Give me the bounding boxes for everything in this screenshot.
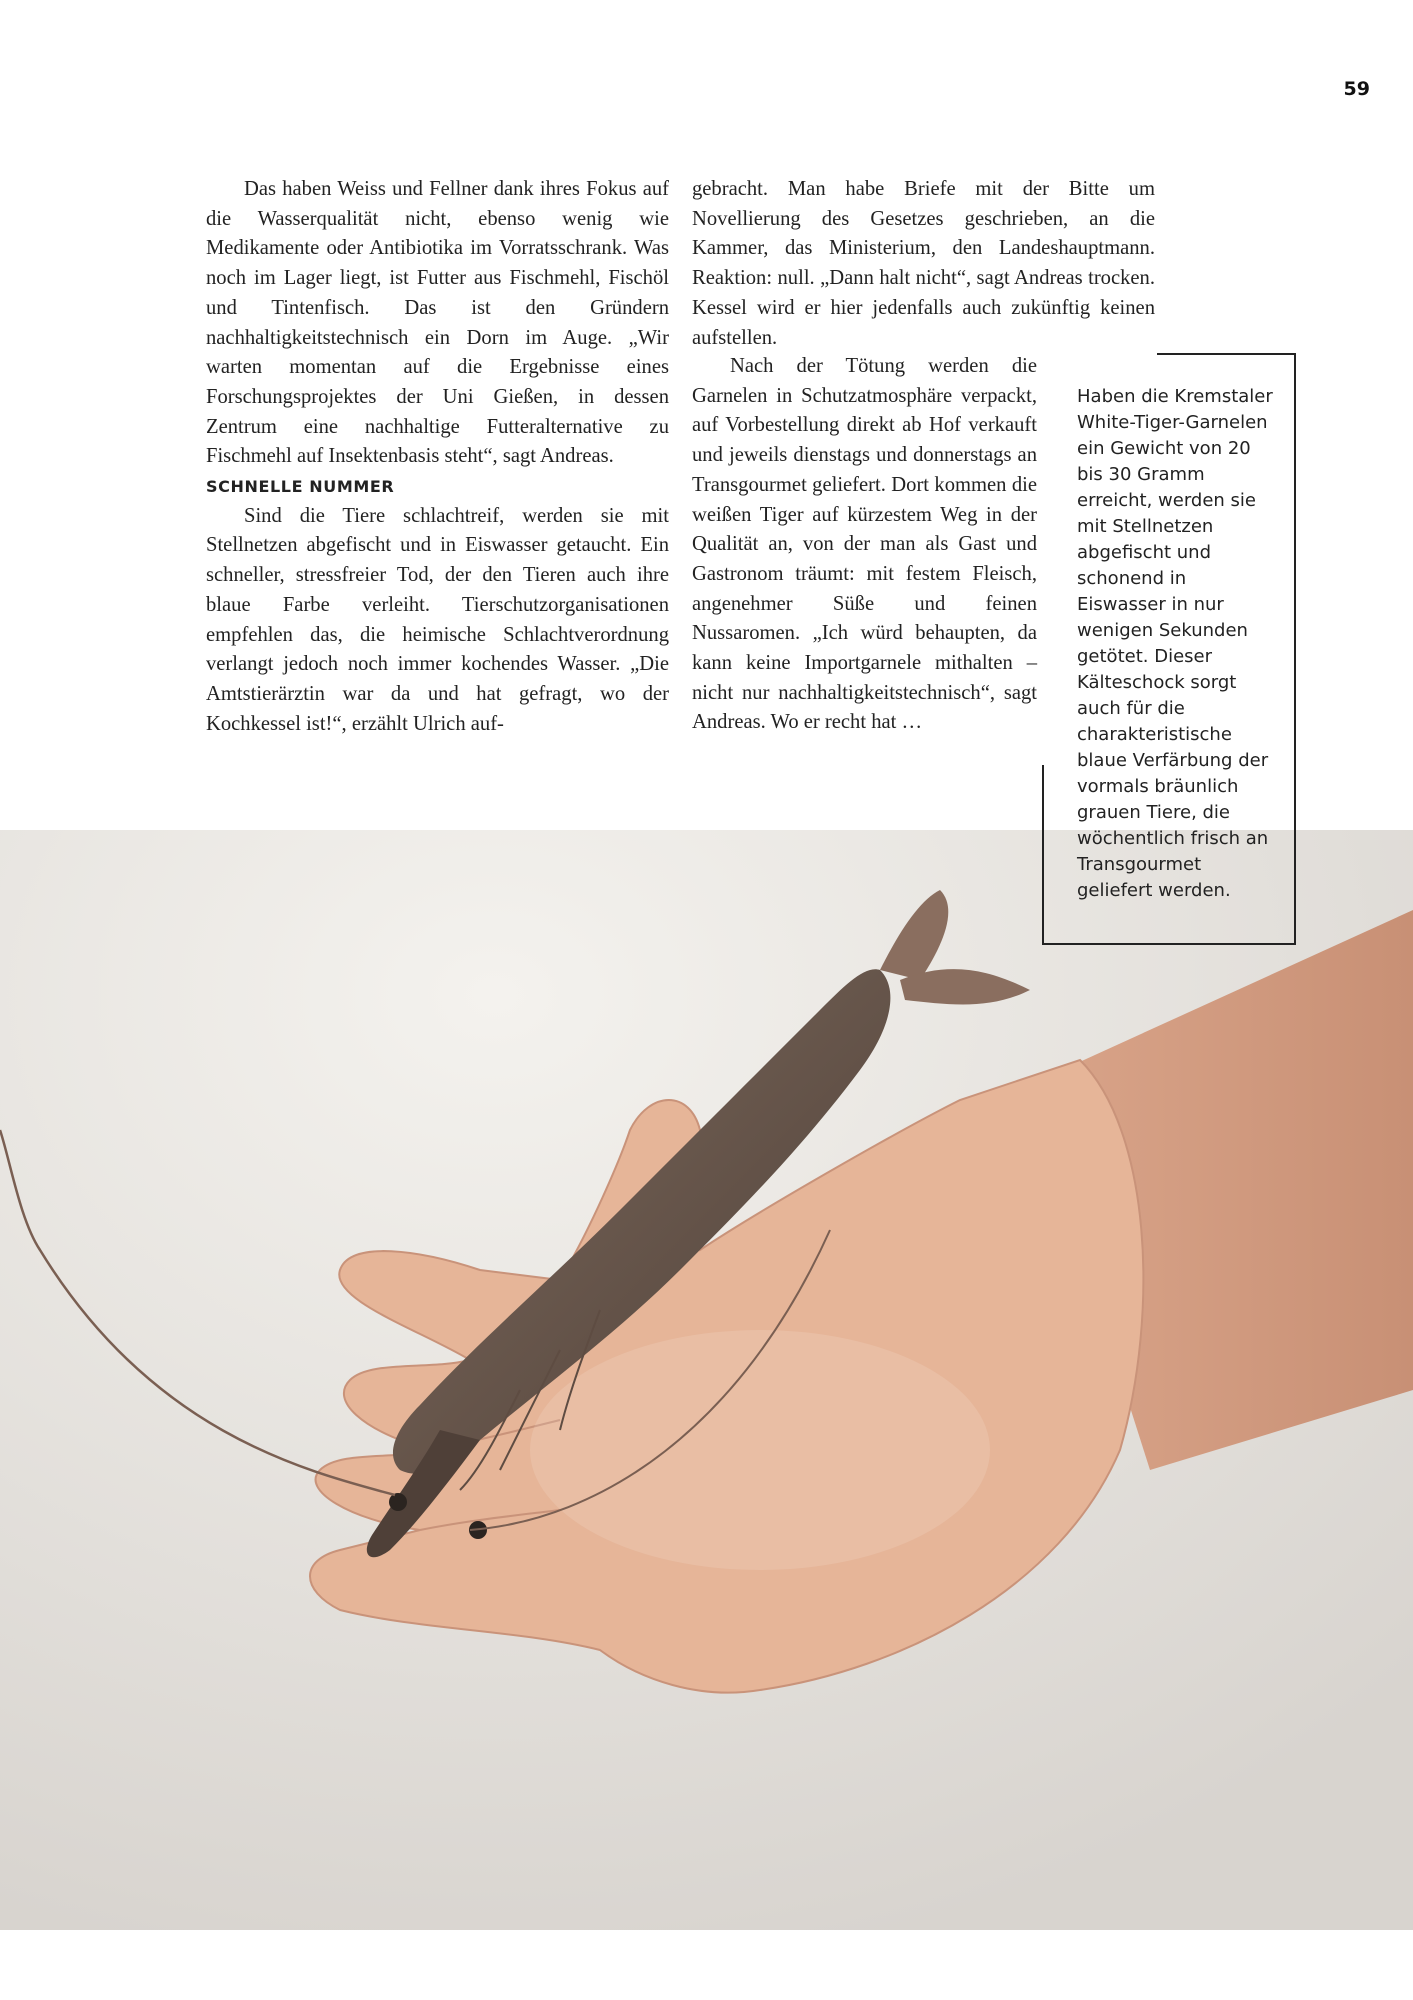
paragraph: Das haben Weiss und Fellner dank ihres Fokus auf die Wasserqualität nicht, ebenso wenig wie Medikamente oder Antibiotika im Vorratsschrank. Was noch im Lager liegt, ist Futter aus Fischmehl, Fischöl und Tintenfisch. Das ist den Gründern nachhaltigkeitstechnisch ein Dorn im Auge. „Wir warten momentan auf die Ergebnisse eines Forschungsprojektes der Uni Gießen, in dessen Zentrum eine nachhaltige Futteralternative zu Fischmehl auf Insektenbasis steht“, sagt Andreas. [206,178,669,468]
shrimp-in-hand-illustration [0,830,1413,1930]
photo-caption: Haben die Kremstaler White-Tiger-Garnelen ein Gewicht von 20 bis 30 Gramm erreicht, werden sie mit Stellnetzen abgefischt und schonend in Eiswasser in nur wenigen Sekunden getötet. Dieser Kälteschock sorgt auch für die charakteristische blaue Verfärbung der vormals bräunlich grauen Tiere, die wöchentlich frisch an Transgourmet geliefert werden. [1077,386,1273,901]
shrimp-photo [0,830,1413,1930]
article-column-2-continued [692,352,1037,738]
caption-frame-right [1294,353,1296,944]
section-subheading: SCHNELLE NUMMER [206,477,395,497]
article-column-2 [692,175,1155,353]
article-column-1 [206,175,669,739]
paragraph: gebracht. Man habe Briefe mit der Bitte um Novellierung des Gesetzes geschrieben, an die Kammer, das Ministerium, den Landeshauptmann. Reaktion: null. „Dann halt nicht“, sagt Andreas trocken. Kessel wird er hier jedenfalls auch zukünftig keinen aufstellen. [692,178,1155,349]
caption-frame-left [1042,765,1044,945]
caption-frame-bottom [1042,943,1296,945]
paragraph: Sind die Tiere schlachtreif, werden sie mit Stellnetzen abgefischt und in Eiswasser getaucht. Ein schneller, stressfreier Tod, der den Tieren auch ihre blaue Farbe verleiht. Tierschutzorganisationen empfehlen das, die heimische Schlachtverordnung verlangt jedoch noch immer kochendes Wasser. „Die Amtstierärztin war da und hat gefragt, wo der Kochkessel ist!“, erzählt Ulrich auf- [206,504,669,735]
page-number: 59 [1343,78,1370,100]
caption-frame-top [1157,353,1295,355]
paragraph: Nach der Tötung werden die Garnelen in Schutzatmosphäre verpackt, auf Vorbestellung direkt ab Hof verkauft und jeweils dienstags und donnerstags an Transgourmet geliefert. Dort kommen die weißen Tiger auf kürzestem Weg in der Qualität an, von der man als Gast und Gastronom träumt: mit festem Fleisch, angenehmer Süße und feinen Nussaromen. „Ich würd behaupten, da kann keine Importgarnele mithalten – nicht nur nachhaltigkeitstechnisch“, sagt Andreas. Wo er recht hat … [692,355,1037,734]
